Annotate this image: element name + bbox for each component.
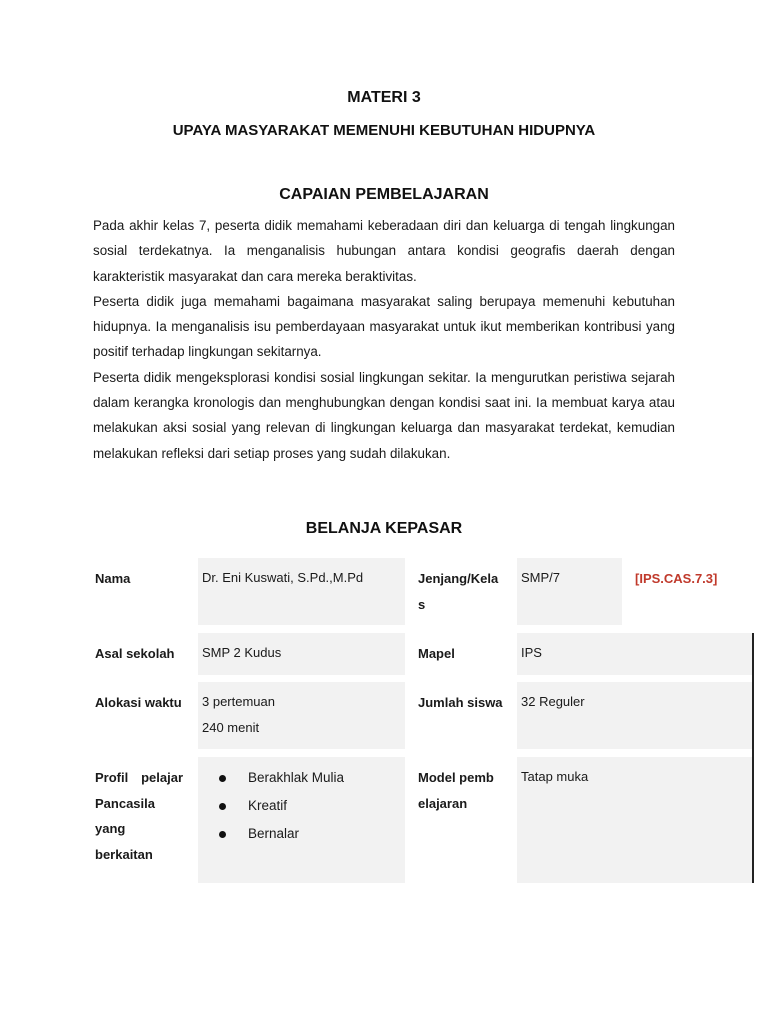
alokasi-label: Alokasi waktu bbox=[95, 695, 182, 710]
alokasi-menit: 240 menit bbox=[202, 719, 260, 735]
nama-value: Dr. Eni Kuswati, S.Pd.,M.Pd bbox=[198, 558, 405, 625]
capaian-heading: CAPAIAN PEMBELAJARAN bbox=[279, 186, 489, 203]
profil-value bbox=[198, 757, 405, 883]
capaian-paragraph-3: Peserta didik mengeksplorasi kondisi sosial lingkungan sekitar. Ia mengurutkan peristiwa sejarah dalam kerangka kronologis dan menghubungkan dengan kondisi saat ini. Ia membuat karya atau melakukan aksi sosial yang relevan di lingkungan keluarga dan masyarakat terdekat, kemudian melakukan refleksi dari setiap proses yang sudah dilakukan. bbox=[93, 369, 675, 461]
capaian-paragraph-1: Pada akhir kelas 7, peserta didik memahami keberadaan diri dan keluarga di tengah lingkungan sosial terdekatnya. Ia menganalisis hubungan antara kondisi geografis daerah dengan karakteristik masyarakat dan cara mereka beraktivitas. bbox=[93, 218, 675, 284]
alokasi-value bbox=[198, 682, 405, 749]
jumlah-value: 32 Reguler bbox=[517, 682, 752, 749]
nama-label: Nama bbox=[95, 571, 131, 586]
model-label: Model pembelajaran bbox=[418, 770, 494, 811]
asal-label: Asal sekolah bbox=[95, 646, 175, 661]
list-item: Kreatif bbox=[202, 792, 400, 820]
table-border-right bbox=[752, 633, 754, 883]
profil-list bbox=[202, 764, 400, 848]
section-title: BELANJA KEPASAR bbox=[305, 520, 463, 537]
capaian-text bbox=[93, 213, 675, 466]
mapel-label: Mapel bbox=[418, 646, 455, 661]
list-item: Berakhlak Mulia bbox=[202, 764, 400, 792]
model-value: Tatap muka bbox=[517, 757, 752, 883]
topic-title: UPAYA MASYARAKAT MEMENUHI KEBUTUHAN HIDUPNYA bbox=[172, 122, 596, 139]
jenjang-label: Jenjang/Kelas bbox=[418, 571, 499, 612]
asal-value: SMP 2 Kudus bbox=[198, 633, 405, 675]
alokasi-pertemuan: 3 pertemuan bbox=[202, 694, 275, 709]
capaian-paragraph-2: Peserta didik juga memahami bagaimana masyarakat saling berupaya memenuhi kebutuhan hidupnya. Ia menganalisis isu pemberdayaan masyarakat untuk ikut memberikan kontribusi yang positif terhadap lingkungan sekitarnya. bbox=[93, 293, 675, 360]
profil-label: Profil pelajar Pancasila yang berkaitan bbox=[95, 770, 183, 862]
materi-title: MATERI 3 bbox=[347, 89, 421, 106]
list-item: Bernalar bbox=[202, 820, 400, 848]
kode-badge: [IPS.CAS.7.3] bbox=[635, 571, 718, 586]
mapel-value: IPS bbox=[517, 633, 752, 675]
jenjang-value: SMP/7 bbox=[517, 558, 622, 625]
jumlah-label: Jumlah siswa bbox=[418, 695, 503, 710]
